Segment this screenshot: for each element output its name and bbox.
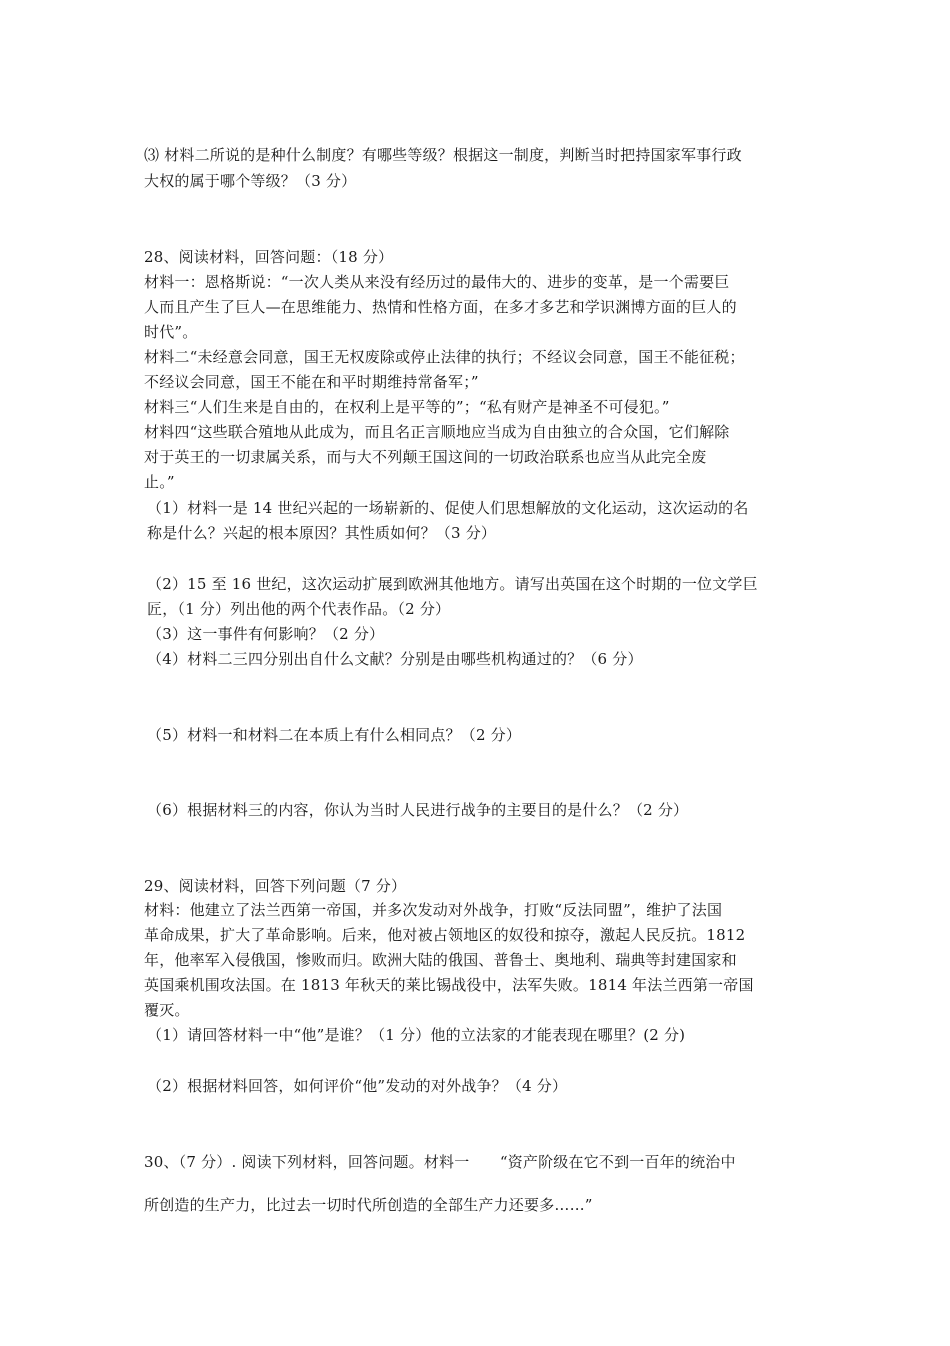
q28-heading: 28、阅读材料，回答问题：（18 分） bbox=[144, 248, 394, 266]
q28-material-line: 材料四“这些联合殖地从此成为，而且名正言顺地应当成为自由独立的合众国，它们解除 bbox=[144, 423, 730, 441]
q29-material-line: 革命成果，扩大了革命影响。后来，他对被占领地区的奴役和掠夺，激起人民反抗。1812 bbox=[144, 926, 746, 944]
q28-material-line: 时代”。 bbox=[144, 323, 198, 341]
q28-material-line: 人而且产生了巨人—在思维能力、热情和性格方面，在多才多艺和学识渊博方面的巨人的 bbox=[144, 298, 737, 316]
q28-question-1b: 称是什么？兴起的根本原因？其性质如何？（3 分） bbox=[147, 524, 497, 542]
q30-line-1: 30、（7 分）. 阅读下列材料，回答问题。材料一 “资产阶级在它不到一百年的统治中 bbox=[144, 1153, 736, 1171]
q28-question-4: （4）材料二三四分别出自什么文献？分别是由哪些机构通过的？（6 分） bbox=[147, 650, 643, 668]
q27-part3-line-2: 大权的属于哪个等级？（3 分） bbox=[144, 172, 357, 190]
q28-question-5: （5）材料一和材料二在本质上有什么相同点？（2 分） bbox=[147, 726, 522, 744]
q28-material-line: 材料一：恩格斯说：“一次人类从来没有经历过的最伟大的、进步的变革，是一个需要巨 bbox=[144, 273, 730, 291]
q28-material-line: 材料三“人们生来是自由的，在权利上是平等的”；“私有财产是神圣不可侵犯。” bbox=[144, 398, 670, 416]
q29-material-line: 年，他率军入侵俄国，惨败而归。欧洲大陆的俄国、普鲁士、奥地利、瑞典等封建国家和 bbox=[144, 951, 737, 969]
q29-question-1: （1）请回答材料一中“他”是谁？（1 分）他的立法家的才能表现在哪里？(2 分) bbox=[147, 1026, 686, 1044]
q28-material-line: 不经议会同意，国王不能在和平时期维持常备军；” bbox=[144, 373, 479, 391]
q28-question-6: （6）根据材料三的内容，你认为当时人民进行战争的主要目的是什么？（2 分） bbox=[147, 801, 689, 819]
q28-question-2a: （2）15 至 16 世纪，这次运动扩展到欧洲其他地方。请写出英国在这个时期的一位文学巨 bbox=[147, 575, 758, 593]
q28-question-2b: 匠，（1 分）列出他的两个代表作品。（2 分） bbox=[147, 600, 451, 618]
q28-material-line: 对于英王的一切隶属关系，而与大不列颠王国这间的一切政治联系也应当从此完全废 bbox=[144, 448, 707, 466]
q29-material-line: 材料：他建立了法兰西第一帝国，并多次发动对外战争，打败“反法同盟”，维护了法国 bbox=[144, 901, 723, 919]
q28-question-3: （3）这一事件有何影响？（2 分） bbox=[147, 625, 385, 643]
q29-material-line: 英国乘机围攻法国。在 1813 年秋天的莱比锡战役中，法军失败。1814 年法兰西第一帝国 bbox=[144, 976, 754, 994]
q28-material-line: 材料二“未经意会同意，国王无权废除或停止法律的执行；不经议会同意，国王不能征税； bbox=[144, 348, 745, 366]
q29-question-2: （2）根据材料回答，如何评价“他”发动的对外战争？（4 分） bbox=[147, 1077, 568, 1095]
q30-line-2: 所创造的生产力，比过去一切时代所创造的全部生产力还要多……” bbox=[144, 1196, 593, 1214]
q27-part3-line-1: ⑶ 材料二所说的是种什么制度？有哪些等级？根据这一制度，判断当时把持国家军事行政 bbox=[144, 146, 742, 164]
q28-question-1a: （1）材料一是 14 世纪兴起的一场崭新的、促使人们思想解放的文化运动，这次运动的名 bbox=[147, 499, 749, 517]
q29-material-line: 覆灭。 bbox=[144, 1001, 190, 1019]
q29-heading: 29、阅读材料，回答下列问题（7 分） bbox=[144, 877, 407, 895]
q28-material-line: 止。” bbox=[144, 473, 175, 491]
